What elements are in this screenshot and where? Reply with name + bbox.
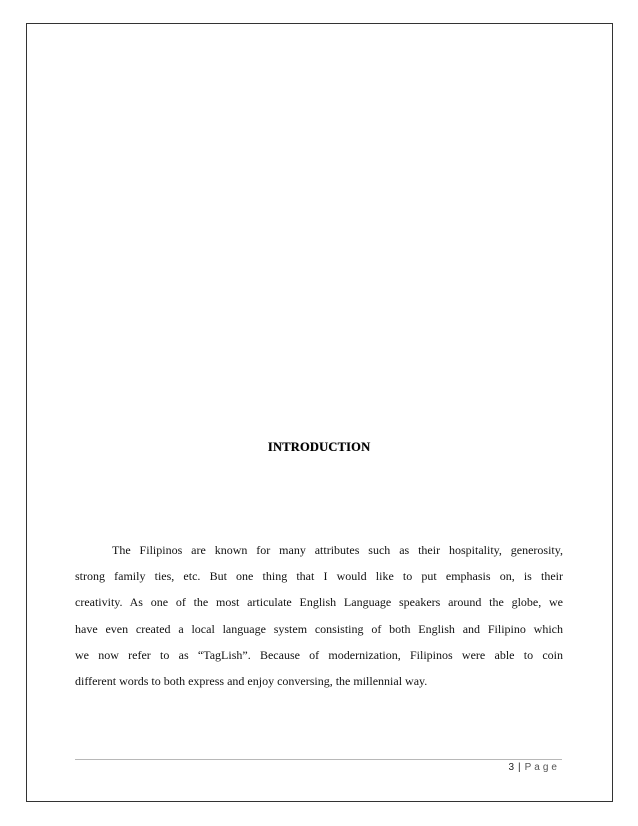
paragraph-line: have even created a local language system consisting of both English and Filipino which [75, 621, 563, 636]
page-number: 3 [508, 762, 515, 773]
page-label: Page [524, 762, 560, 773]
section-heading: INTRODUCTION [267, 440, 371, 454]
paragraph-line: strong family ties, etc. But one thing that I would like to put emphasis on, is their [75, 569, 563, 584]
footer-rule [75, 759, 562, 760]
footer-separator: | [518, 762, 521, 773]
paragraph-line: creativity. As one of the most articulate English Language speakers around the globe, we [75, 595, 563, 610]
paragraph-line: The Filipinos are known for many attributes such as their hospitality, generosity, [112, 543, 563, 557]
body-paragraph [75, 540, 563, 697]
paragraph-line: different words to both express and enjoy conversing, the millennial way. [75, 673, 428, 688]
page-footer [380, 762, 560, 773]
paragraph-line: we now refer to as “TagLish”. Because of modernization, Filipinos were able to coin [75, 647, 563, 662]
